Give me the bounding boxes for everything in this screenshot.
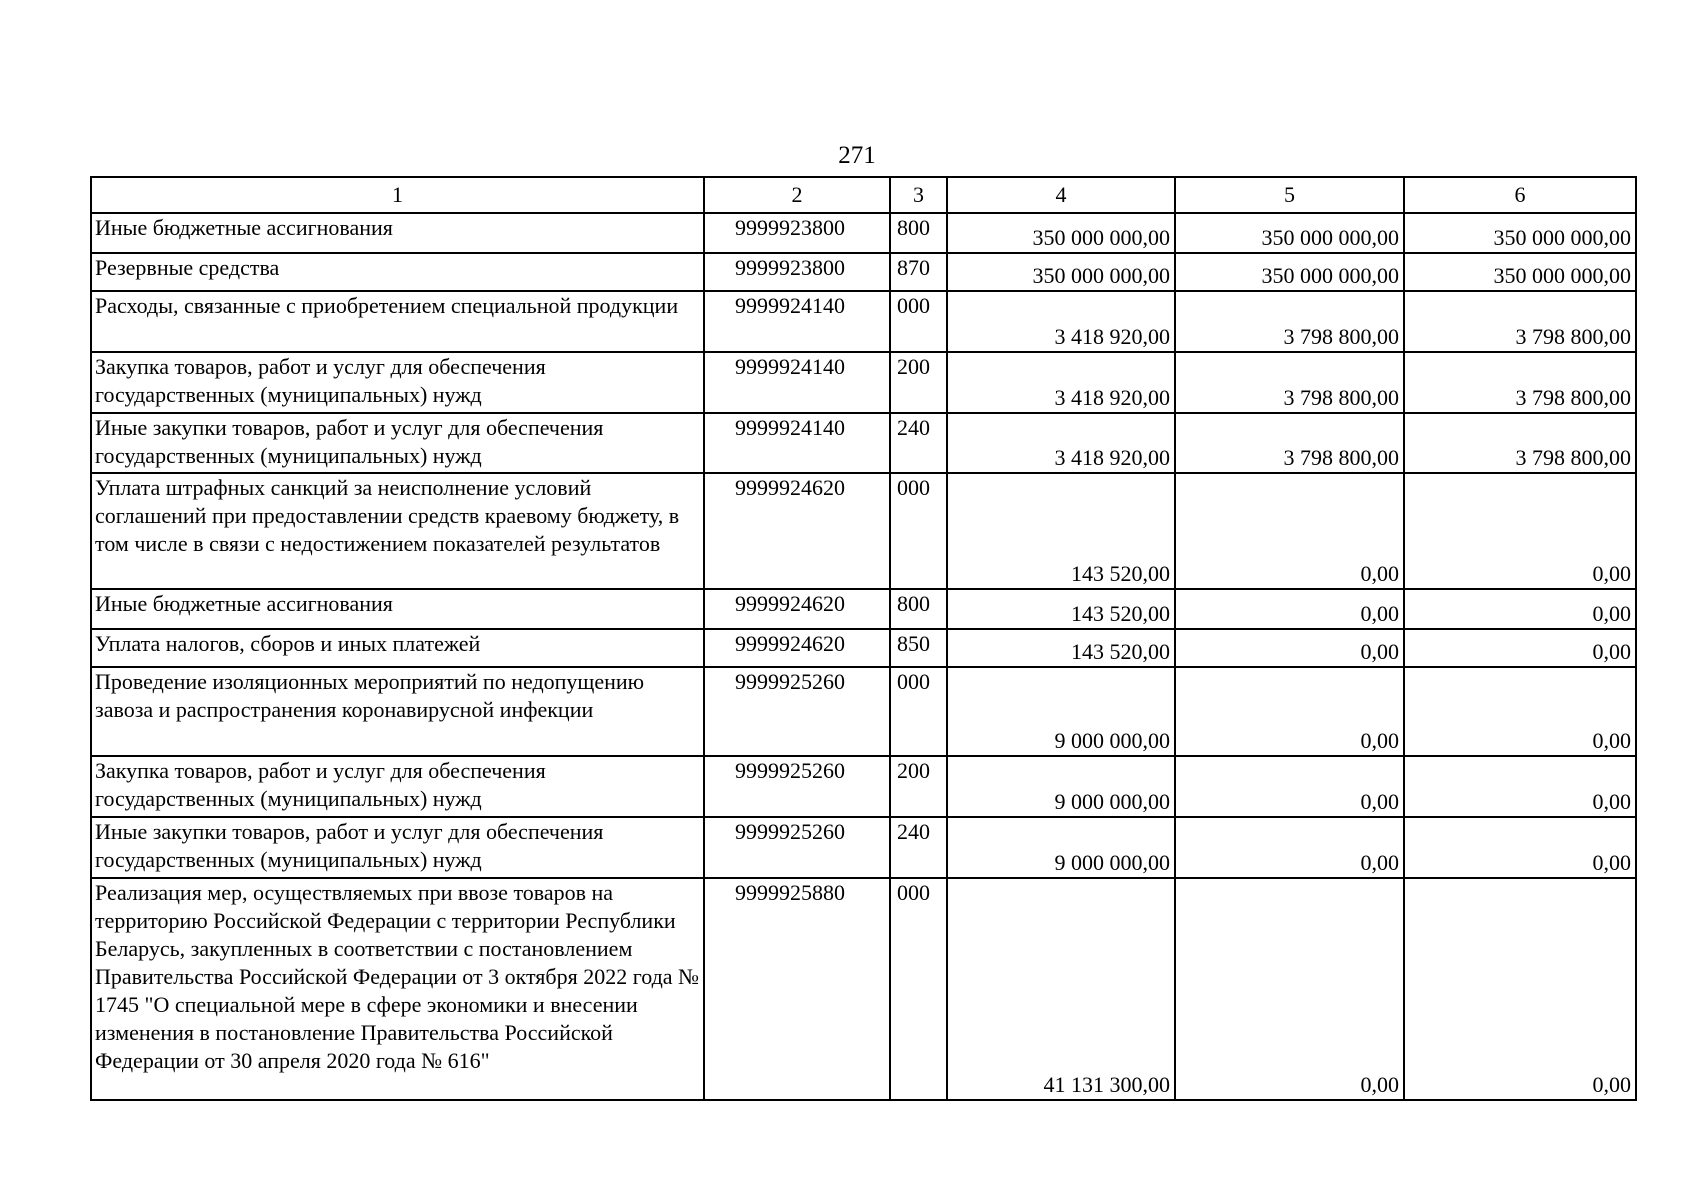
cell-amount-col5: 0,00 <box>1175 667 1404 756</box>
column-header: 4 <box>947 177 1175 213</box>
cell-amount-col5: 350 000 000,00 <box>1175 213 1404 253</box>
cell-code: 9999924140 <box>704 352 890 413</box>
cell-amount-col4: 41 131 300,00 <box>947 878 1175 1100</box>
page-number: 271 <box>838 142 876 169</box>
cell-name: Иные бюджетные ассигнования <box>91 589 704 629</box>
cell-expense-type: 200 <box>890 756 947 817</box>
cell-code: 9999924620 <box>704 589 890 629</box>
cell-amount-col5: 0,00 <box>1175 756 1404 817</box>
cell-code: 9999925880 <box>704 878 890 1100</box>
cell-expense-type: 000 <box>890 473 947 589</box>
cell-expense-type: 200 <box>890 352 947 413</box>
column-header: 6 <box>1404 177 1636 213</box>
table-row <box>91 413 1636 473</box>
cell-amount-col4: 350 000 000,00 <box>947 213 1175 253</box>
cell-expense-type: 800 <box>890 589 947 629</box>
cell-expense-type: 850 <box>890 629 947 667</box>
table-row <box>91 291 1636 352</box>
cell-amount-col5: 0,00 <box>1175 589 1404 629</box>
table-row <box>91 817 1636 878</box>
cell-name: Иные закупки товаров, работ и услуг для обеспечения государственных (муниципальных) нужд <box>91 413 704 473</box>
table-row <box>91 629 1636 667</box>
cell-amount-col6: 0,00 <box>1404 473 1636 589</box>
cell-code: 9999924620 <box>704 473 890 589</box>
cell-amount-col4: 9 000 000,00 <box>947 667 1175 756</box>
cell-amount-col6: 3 798 800,00 <box>1404 413 1636 473</box>
cell-code: 9999925260 <box>704 756 890 817</box>
column-header: 2 <box>704 177 890 213</box>
cell-name: Иные бюджетные ассигнования <box>91 213 704 253</box>
cell-amount-col6: 350 000 000,00 <box>1404 253 1636 291</box>
cell-expense-type: 000 <box>890 878 947 1100</box>
column-header: 5 <box>1175 177 1404 213</box>
cell-amount-col5: 0,00 <box>1175 817 1404 878</box>
cell-expense-type: 800 <box>890 213 947 253</box>
table-header-row <box>91 177 1636 213</box>
cell-name: Закупка товаров, работ и услуг для обеспечения государственных (муниципальных) нужд <box>91 352 704 413</box>
column-header: 1 <box>91 177 704 213</box>
cell-amount-col5: 0,00 <box>1175 629 1404 667</box>
table-row <box>91 473 1636 589</box>
cell-amount-col5: 3 798 800,00 <box>1175 413 1404 473</box>
cell-amount-col4: 143 520,00 <box>947 473 1175 589</box>
cell-name: Уплата налогов, сборов и иных платежей <box>91 629 704 667</box>
cell-name: Иные закупки товаров, работ и услуг для обеспечения государственных (муниципальных) нужд <box>91 817 704 878</box>
cell-expense-type: 240 <box>890 817 947 878</box>
cell-code: 9999924140 <box>704 291 890 352</box>
cell-amount-col4: 9 000 000,00 <box>947 817 1175 878</box>
cell-amount-col4: 9 000 000,00 <box>947 756 1175 817</box>
table-row <box>91 352 1636 413</box>
cell-code: 9999923800 <box>704 253 890 291</box>
cell-name: Реализация мер, осуществляемых при ввозе товаров на территорию Российской Федерации с территории Республики Беларусь, закупленных в соответствии с постановлением Правительства Российской Федерации от 3 октября 2022 года № 1745 "О специальной мере в сфере экономики и внесении изменения в постановление Правительства Российской Федерации от 30 апреля 2020 года № 616" <box>91 878 704 1100</box>
table-row <box>91 589 1636 629</box>
cell-amount-col4: 3 418 920,00 <box>947 413 1175 473</box>
cell-amount-col5: 0,00 <box>1175 878 1404 1100</box>
cell-amount-col6: 0,00 <box>1404 589 1636 629</box>
cell-code: 9999925260 <box>704 667 890 756</box>
table-row <box>91 756 1636 817</box>
cell-amount-col6: 0,00 <box>1404 629 1636 667</box>
cell-code: 9999924620 <box>704 629 890 667</box>
cell-amount-col6: 350 000 000,00 <box>1404 213 1636 253</box>
cell-expense-type: 870 <box>890 253 947 291</box>
table-row <box>91 878 1636 1100</box>
cell-amount-col5: 350 000 000,00 <box>1175 253 1404 291</box>
cell-amount-col5: 0,00 <box>1175 473 1404 589</box>
column-header: 3 <box>890 177 947 213</box>
cell-amount-col4: 3 418 920,00 <box>947 291 1175 352</box>
cell-amount-col5: 3 798 800,00 <box>1175 291 1404 352</box>
cell-name: Резервные средства <box>91 253 704 291</box>
table-row <box>91 213 1636 253</box>
cell-expense-type: 000 <box>890 667 947 756</box>
table-row <box>91 253 1636 291</box>
cell-amount-col6: 0,00 <box>1404 667 1636 756</box>
cell-amount-col4: 3 418 920,00 <box>947 352 1175 413</box>
cell-name: Закупка товаров, работ и услуг для обеспечения государственных (муниципальных) нужд <box>91 756 704 817</box>
cell-code: 9999923800 <box>704 213 890 253</box>
cell-code: 9999925260 <box>704 817 890 878</box>
cell-amount-col6: 3 798 800,00 <box>1404 352 1636 413</box>
cell-amount-col4: 350 000 000,00 <box>947 253 1175 291</box>
cell-amount-col6: 0,00 <box>1404 878 1636 1100</box>
table-row <box>91 667 1636 756</box>
cell-expense-type: 000 <box>890 291 947 352</box>
cell-amount-col4: 143 520,00 <box>947 589 1175 629</box>
budget-table <box>90 176 1637 1101</box>
cell-amount-col6: 0,00 <box>1404 756 1636 817</box>
cell-code: 9999924140 <box>704 413 890 473</box>
cell-name: Расходы, связанные с приобретением специальной продукции <box>91 291 704 352</box>
cell-expense-type: 240 <box>890 413 947 473</box>
cell-amount-col5: 3 798 800,00 <box>1175 352 1404 413</box>
cell-amount-col4: 143 520,00 <box>947 629 1175 667</box>
cell-amount-col6: 0,00 <box>1404 817 1636 878</box>
cell-name: Уплата штрафных санкций за неисполнение условий соглашений при предоставлении средств краевому бюджету, в том числе в связи с недостижением показателей результатов <box>91 473 704 589</box>
cell-name: Проведение изоляционных мероприятий по недопущению завоза и распространения коронавирусной инфекции <box>91 667 704 756</box>
cell-amount-col6: 3 798 800,00 <box>1404 291 1636 352</box>
